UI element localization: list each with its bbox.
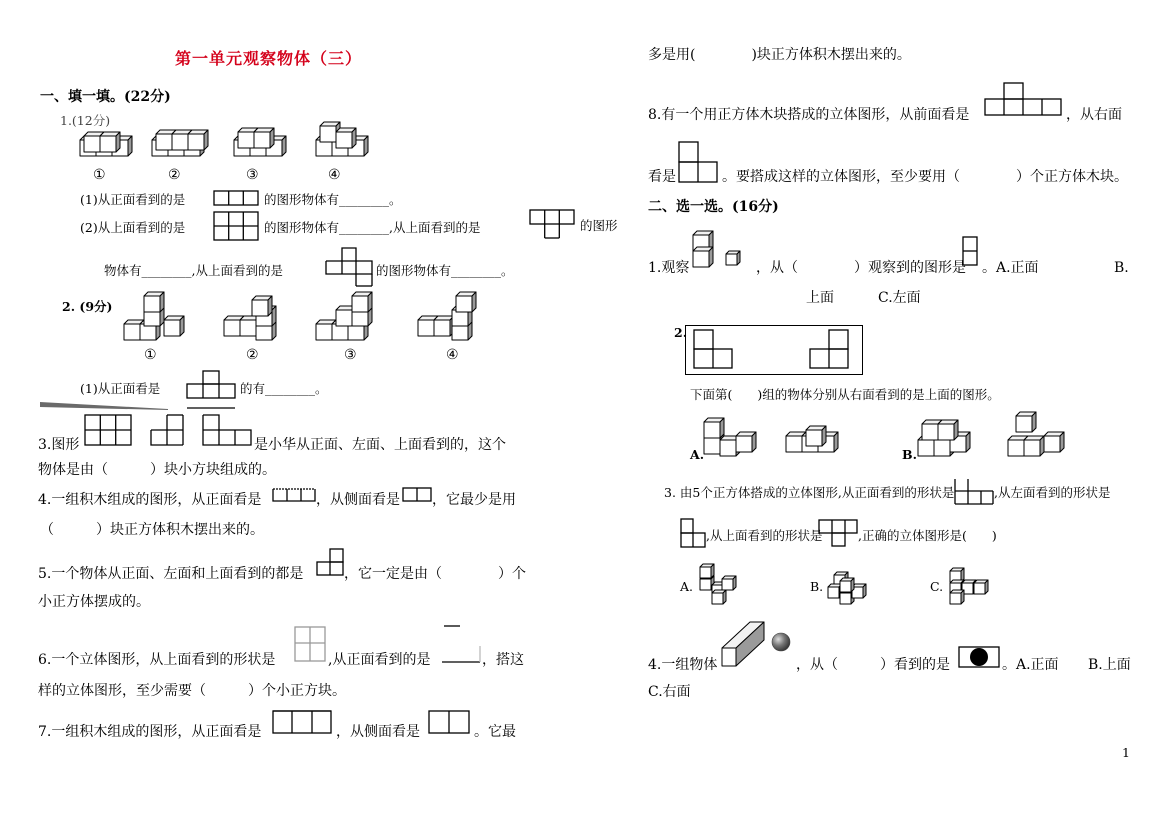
q8-text-c: 看是 <box>648 169 676 185</box>
s2q3-option-b-label: B. <box>810 579 824 594</box>
s2q3-text-a: 3. 由5个正方体搭成的立体图形,从正面看到的形状是 <box>664 485 955 500</box>
scan-edge-mark <box>40 400 170 412</box>
q8-text-a: 8.有一个用正方体木块搭成的立体图形，从前面看是 <box>648 107 970 123</box>
q1-line2-c: 的图形 <box>580 218 618 233</box>
s2q2-text: 下面第( )组的物体分别从右面看到的是上面的图形。 <box>690 387 1000 402</box>
q4-text-b: ，从侧面看是 <box>316 492 400 508</box>
q2-figure-2 <box>224 296 276 340</box>
q6-top-view <box>294 626 326 662</box>
q2-header: 2. (9分) <box>62 299 113 314</box>
s2q3-left-view <box>680 518 706 548</box>
q2-line1-b: 的有________。 <box>240 381 328 396</box>
s2q3-options <box>694 562 994 606</box>
q1-header: 1.(12分) <box>60 113 111 128</box>
page-number: 1 <box>1122 745 1130 760</box>
s2q2-option-a2 <box>786 426 838 452</box>
q3-text-a: 3.图形 <box>38 437 80 453</box>
q2-cube-figures <box>120 292 490 342</box>
s2q4-text-c: 。A.正面 <box>1002 657 1059 673</box>
q6-text-d: 样的立体图形，至少需要（ ）个小正方块。 <box>38 683 346 699</box>
s2q3-front-view <box>954 478 994 506</box>
s2q2-option-a-label: A. <box>690 447 705 462</box>
q1-label-2: ② <box>168 167 181 183</box>
s2q3-text-c: ,从上面看到的形状是 <box>706 528 823 543</box>
s2q1-text-f: C.左面 <box>878 290 921 306</box>
s2q3-text-d: ,正确的立体图形是( ) <box>858 528 997 543</box>
q2-view-stepped <box>186 370 236 410</box>
section2-heading: 二、选一选。(16分) <box>648 199 779 215</box>
s2q4-text-e: C.右面 <box>648 684 691 700</box>
q2-figure-3 <box>316 292 372 340</box>
s2q2-number: 2. <box>674 325 688 340</box>
s2q3-option-c-label: C. <box>930 579 944 594</box>
q1-line2-a: (2)从上面看到的是 <box>80 220 186 235</box>
s2q3-option-c <box>950 568 988 604</box>
q8-front-view <box>984 82 1062 116</box>
s2q2-option-b2 <box>1008 412 1064 456</box>
q5-text-c: 小正方体摆成的。 <box>38 594 150 610</box>
q7-text-a: 7.一组积木组成的图形，从正面看是 <box>38 724 262 740</box>
q7-side-view <box>428 710 470 734</box>
q7-front-view <box>272 710 332 734</box>
q8-text-b: ，从右面 <box>1066 107 1122 123</box>
q2-label-3: ③ <box>344 347 357 363</box>
s2q1-text-e: 上面 <box>806 290 834 306</box>
s2q2-views <box>691 329 861 371</box>
q3-front-view <box>84 414 132 446</box>
s2q2-option-b <box>918 420 970 456</box>
s2q3-option-b <box>828 572 866 604</box>
q1-view-zigzag <box>325 247 373 287</box>
page-title: 第一单元观察物体（三） <box>175 49 363 68</box>
q2-label-4: ④ <box>446 347 459 363</box>
s2q4-text-b: ，从（ ）看到的是 <box>796 657 950 673</box>
q5-text-a: 5.一个物体从正面、左面和上面看到的都是 <box>38 566 304 582</box>
s2q4-text-d: B.上面 <box>1088 657 1131 673</box>
q1-line1-a: (1)从正面看到的是 <box>80 192 186 207</box>
s2q3-option-a-label: A. <box>680 579 694 594</box>
s2q1-text-b: ，从（ ）观察到的图形是 <box>756 260 966 276</box>
s2q1-text-d: B. <box>1114 260 1129 276</box>
q2-label-2: ② <box>246 347 259 363</box>
s2q2-option-a <box>704 418 756 456</box>
q1-label-1: ① <box>93 167 106 183</box>
s2q2-options <box>700 408 1080 460</box>
q1-cube-figures <box>70 118 400 163</box>
s2q1-view <box>962 236 978 266</box>
q1-view-2x3 <box>213 211 259 241</box>
s2q4-text-a: 4.一组物体 <box>648 657 718 673</box>
q2-line1-a: (1)从正面看是 <box>80 381 161 396</box>
s2q4-view <box>958 646 1000 668</box>
q1-view-T <box>529 209 575 239</box>
q2-figure-4 <box>418 292 476 340</box>
q1-figure-1 <box>80 132 132 156</box>
q1-view-row3 <box>213 190 259 206</box>
q4-text-c: ，它最少是用 <box>432 492 516 508</box>
q3-text-b: 是小华从正面、左面、上面看到的，这个 <box>254 437 506 453</box>
s2q3-top-view <box>818 519 858 547</box>
q5-text-b: ，它一定是由（ ）个 <box>344 566 526 582</box>
s2q3-text-b: ,从左面看到的形状是 <box>994 485 1111 500</box>
q1-figure-2 <box>152 130 208 156</box>
q7-continued: 多是用( )块正方体积木摆出来的。 <box>648 47 911 63</box>
q5-view <box>316 548 344 576</box>
q1-figure-4 <box>316 122 368 156</box>
s2q1-text-a: 1.观察 <box>648 260 690 276</box>
q6-text-b: ,从正面看到的是 <box>328 652 431 668</box>
q7-text-c: 。它最 <box>474 724 516 740</box>
q6-text-a: 6.一个立体图形，从上面看到的形状是 <box>38 652 276 668</box>
q1-line3-b: 的图形物体有________。 <box>376 263 514 278</box>
q1-line2-b: 的图形物体有________,从上面看到的是 <box>264 220 481 235</box>
s2q1-objects <box>690 229 750 269</box>
q1-figure-3 <box>234 128 286 156</box>
q3-top-view <box>202 414 252 446</box>
q2-figure-1 <box>124 292 184 340</box>
q1-label-3: ③ <box>246 167 259 183</box>
q4-text-a: 4.一组积木组成的图形，从正面看是 <box>38 492 262 508</box>
q2-label-1: ① <box>144 347 157 363</box>
q3-left-view <box>150 414 184 446</box>
q6-front-view <box>440 624 482 664</box>
s2q1-text-c: 。A.正面 <box>982 260 1039 276</box>
s2q2-option-b-label: B. <box>902 447 917 462</box>
q7-text-b: ，从侧面看是 <box>336 724 420 740</box>
q4-side-view <box>402 487 432 502</box>
q6-text-c: ，搭这 <box>482 652 524 668</box>
q1-line3-a: 物体有________,从上面看到的是 <box>104 263 283 278</box>
s2q4-objects <box>718 620 798 670</box>
section1-heading: 一、填一填。(22分) <box>40 89 171 105</box>
q1-line1-b: 的图形物体有________。 <box>264 192 402 207</box>
q4-text-d: （ ）块正方体积木摆出来的。 <box>40 522 264 538</box>
q8-right-view <box>678 141 718 183</box>
q8-text-d: 。要搭成这样的立体图形，至少要用（ ）个正方体木块。 <box>722 169 1128 185</box>
q4-front-view <box>272 488 316 502</box>
q1-label-4: ④ <box>328 167 341 183</box>
q3-text-c: 物体是由（ ）块小方块组成的。 <box>38 462 276 478</box>
s2q3-option-a <box>700 564 736 604</box>
